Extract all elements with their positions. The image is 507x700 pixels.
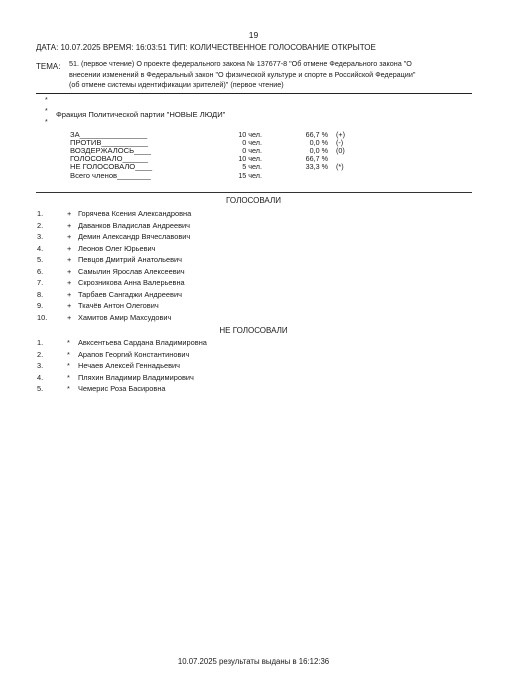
stat-count: 10 чел. xyxy=(238,154,262,164)
stat-percent: 66,7 % xyxy=(305,130,328,139)
stat-count: 10 чел. xyxy=(238,130,262,139)
vote-header xyxy=(36,43,376,52)
vote-mark: * xyxy=(67,372,70,382)
row-number: 1. xyxy=(37,209,44,218)
deputy-name: Арапов Георгий Константинович xyxy=(78,349,190,359)
stat-percent: 66,7 % xyxy=(305,154,328,164)
stat-percent: 0,0 % xyxy=(309,146,328,156)
deputy-name: Тарбаев Сангаджи Андреевич xyxy=(78,289,182,299)
stat-label: ЗА________________ xyxy=(70,130,148,139)
divider xyxy=(36,192,472,193)
vote-mark: + xyxy=(67,312,72,322)
deputy-name: Пляхин Владимир Владимирович xyxy=(78,372,194,382)
not-voted-section-title: НЕ ГОЛОСОВАЛИ xyxy=(219,326,288,335)
vote-mark: + xyxy=(67,278,72,287)
deputy-name: Ткачёв Антон Олегович xyxy=(78,301,159,310)
vote-mark: + xyxy=(67,209,72,218)
stat-label: ВОЗДЕРЖАЛОСЬ____ xyxy=(70,146,151,156)
row-number: 3. xyxy=(37,361,44,370)
star-mark: * xyxy=(45,108,48,115)
row-number: 5. xyxy=(37,255,44,264)
stat-label: НЕ ГОЛОСОВАЛО____ xyxy=(70,162,153,172)
deputy-name: Леонов Олег Юрьевич xyxy=(78,243,156,253)
topic-line: внесении изменений в Федеральный закон "О физической культуре и спорте в Российской Федерации" xyxy=(69,69,416,79)
row-number: 2. xyxy=(37,220,44,230)
deputy-name: Самылин Ярослав Алексеевич xyxy=(78,266,185,276)
stat-label: ГОЛОСОВАЛО______ xyxy=(70,154,148,164)
deputy-name: Демин Александр Вячеславович xyxy=(78,232,191,241)
type-label: ТИП: xyxy=(169,43,188,52)
type-value: КОЛИЧЕСТВЕННОЕ ГОЛОСОВАНИЕ ОТКРЫТОЕ xyxy=(189,43,376,52)
stat-count: 0 чел. xyxy=(242,146,262,156)
date-value: 10.07.2025 xyxy=(60,43,101,52)
vote-mark: * xyxy=(67,384,70,393)
topic-line: 51. (первое чтение) О проекте федерального закона № 137677-8 "Об отмене Федерального закона "О xyxy=(69,59,412,68)
row-number: 5. xyxy=(37,384,44,393)
topic-text xyxy=(69,59,469,91)
time-value: 16:03:51 xyxy=(135,43,167,52)
page-number: 19 xyxy=(248,30,259,40)
stat-sign: (-) xyxy=(336,138,344,148)
deputy-name: Хамитов Амир Махсудович xyxy=(78,312,172,322)
vote-mark: * xyxy=(67,349,70,359)
divider xyxy=(36,93,472,94)
vote-mark: + xyxy=(67,232,72,241)
date-label: ДАТА: xyxy=(36,43,59,52)
vote-mark: * xyxy=(67,338,70,347)
results-footer: 10.07.2025 результаты выданы в 16:12:36 xyxy=(177,657,330,666)
stat-label: Всего членов________ xyxy=(70,170,151,180)
topic-line: (об отмене системы идентификации зрителей)" (первое чтение) xyxy=(69,80,284,89)
deputy-name: Скрозникова Анна Валерьевна xyxy=(78,278,185,287)
voted-section-title: ГОЛОСОВАЛИ xyxy=(226,196,281,205)
stat-sign: (+) xyxy=(336,130,345,139)
time-label: ВРЕМЯ: xyxy=(102,43,134,52)
vote-mark: * xyxy=(67,361,70,370)
stat-count: 5 чел. xyxy=(242,162,262,172)
row-number: 4. xyxy=(37,243,44,253)
topic-label: ТЕМА: xyxy=(36,62,61,71)
vote-mark: + xyxy=(67,266,72,276)
stat-count: 15 чел. xyxy=(238,170,262,180)
vote-mark: + xyxy=(67,301,72,310)
row-number: 10. xyxy=(37,312,48,322)
star-mark: * xyxy=(45,97,48,104)
deputy-name: Певцов Дмитрий Анатольевич xyxy=(78,255,182,264)
faction-name: Фракция Политической партии "НОВЫЕ ЛЮДИ" xyxy=(56,110,226,119)
row-number: 1. xyxy=(37,338,44,347)
deputy-name: Чемерис Роза Басировна xyxy=(78,384,166,393)
vote-mark: + xyxy=(67,255,72,264)
vote-mark: + xyxy=(67,289,72,299)
row-number: 8. xyxy=(37,289,44,299)
stat-sign: (0) xyxy=(336,146,345,156)
row-number: 2. xyxy=(37,349,44,359)
deputy-name: Нечаев Алексей Геннадьевич xyxy=(78,361,180,370)
stat-sign: (*) xyxy=(336,162,344,172)
stat-percent: 33,3 % xyxy=(305,162,328,172)
row-number: 6. xyxy=(37,266,44,276)
deputy-name: Даванков Владислав Андреевич xyxy=(78,220,191,230)
stat-percent: 0,0 % xyxy=(309,138,328,148)
stat-count: 0 чел. xyxy=(242,138,262,148)
stat-label: ПРОТИВ___________ xyxy=(70,138,148,148)
star-mark: * xyxy=(45,119,48,126)
deputy-name: Горячева Ксения Александровна xyxy=(78,209,192,218)
vote-mark: + xyxy=(67,220,72,230)
deputy-name: Авксентьева Сардана Владимировна xyxy=(78,338,207,347)
row-number: 7. xyxy=(37,278,44,287)
row-number: 9. xyxy=(37,301,44,310)
vote-mark: + xyxy=(67,243,72,253)
row-number: 4. xyxy=(37,372,44,382)
row-number: 3. xyxy=(37,232,44,241)
